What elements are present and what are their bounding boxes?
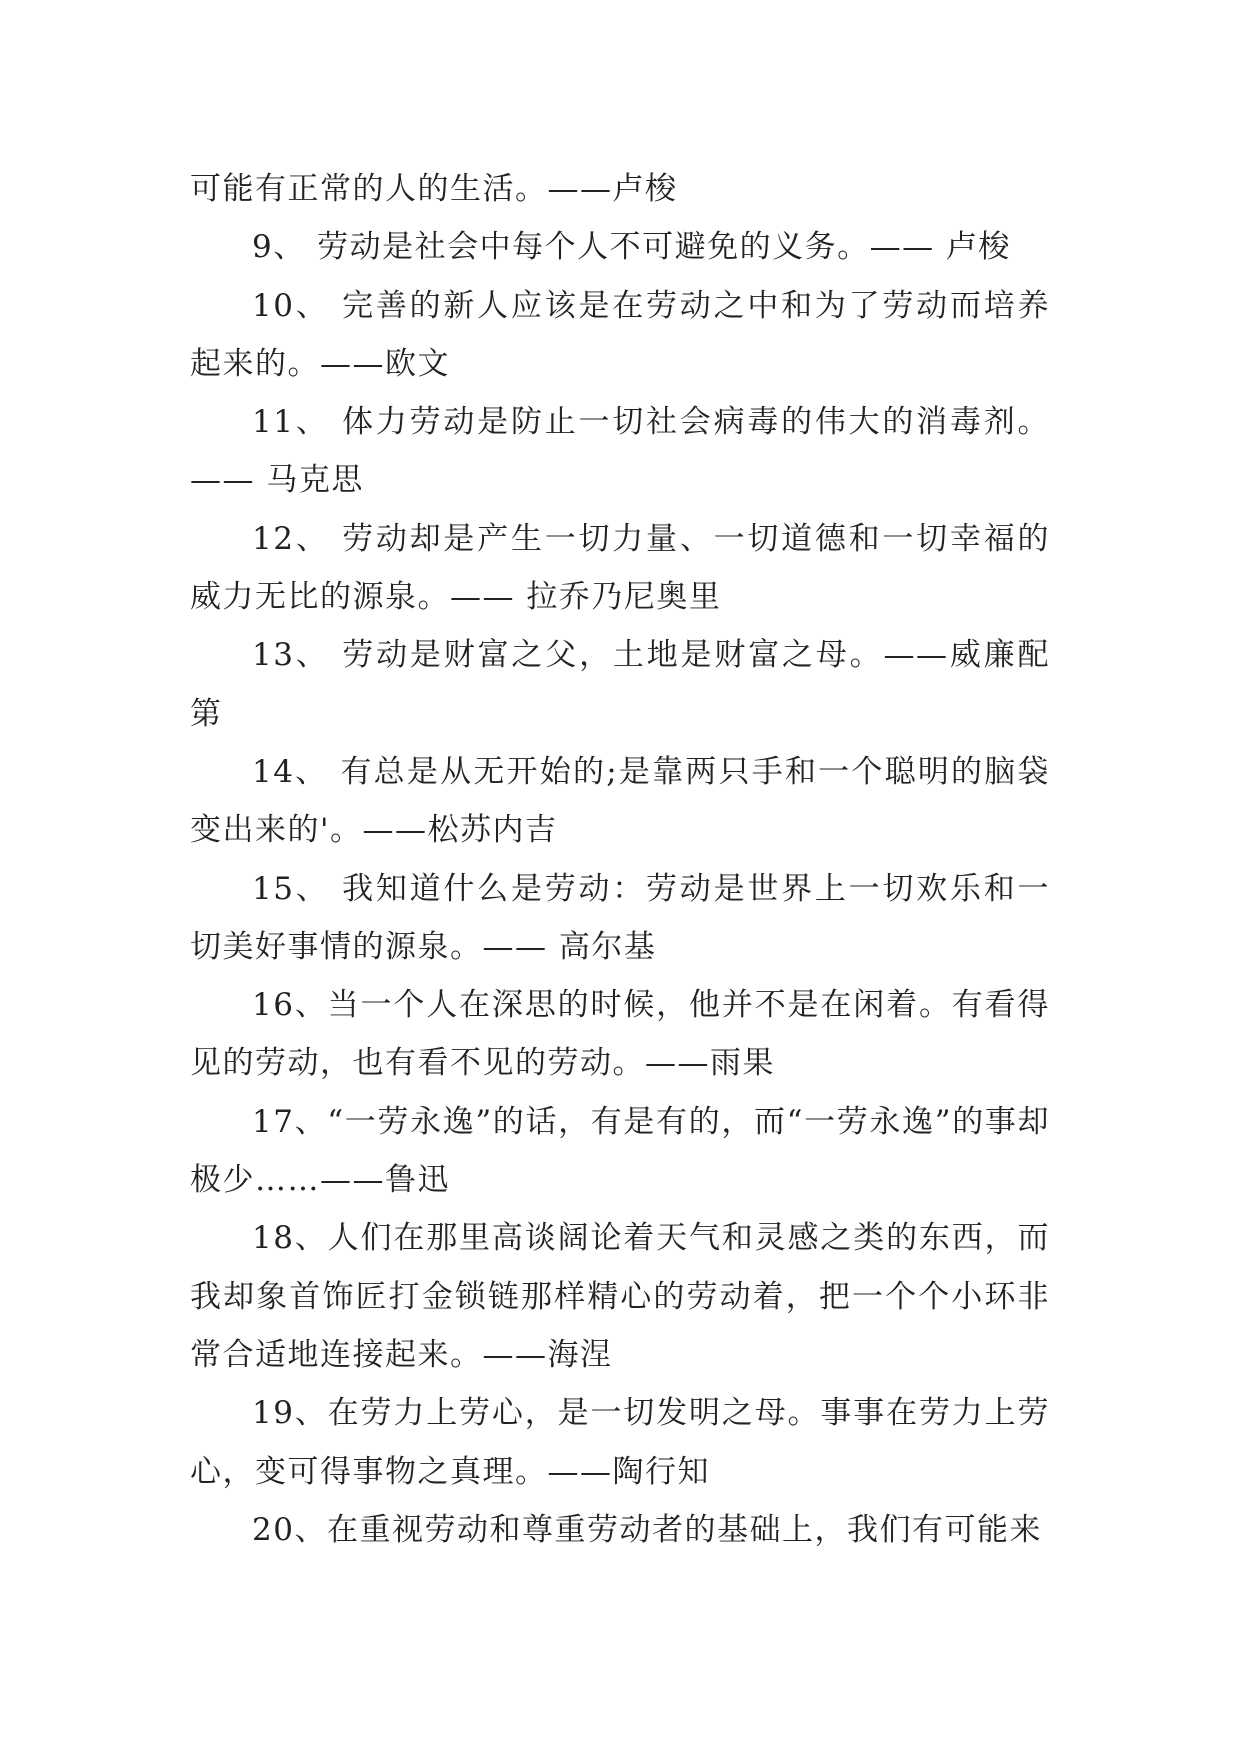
document-page xyxy=(190,160,1050,1559)
quote-item: 9、 劳动是社会中每个人不可避免的义务。—— 卢梭 xyxy=(252,229,1011,266)
quote-item: 16、当一个人在深思的时候，他并不是在闲着。有看得见的劳动，也有看不见的劳动。——雨果 xyxy=(190,987,1050,1082)
quote-item: 20、在重视劳动和尊重劳动者的基础上，我们有可能来 xyxy=(252,1511,1042,1548)
quote-item: 19、在劳力上劳心，是一切发明之母。事事在劳力上劳心，变可得事物之真理。——陶行知 xyxy=(190,1395,1050,1490)
quote-item: 18、人们在那里高谈阔论着天气和灵感之类的东西，而我却象首饰匠打金锁链那样精心的劳动着，把一个个小环非常合适地连接起来。——海涅 xyxy=(190,1220,1050,1373)
quote-item: 11、 体力劳动是防止一切社会病毒的伟大的消毒剂。—— 马克思 xyxy=(190,404,1050,499)
quote-item: 17、“一劳永逸”的话，有是有的，而“一劳永逸”的事却极少……——鲁迅 xyxy=(190,1103,1050,1199)
quote-item: 15、 我知道什么是劳动：劳动是世界上一切欢乐和一切美好事情的源泉。—— 高尔基 xyxy=(190,870,1050,965)
quote-item: 14、 有总是从无开始的;是靠两只手和一个聪明的脑袋变出来的'。——松苏内吉 xyxy=(190,753,1050,849)
paragraph: 可能有正常的人的生活。——卢梭 xyxy=(190,171,678,207)
quote-item: 12、 劳动却是产生一切力量、一切道德和一切幸福的威力无比的源泉。—— 拉乔乃尼奥里 xyxy=(190,520,1050,616)
quote-item: 13、 劳动是财富之父，土地是财富之母。——威廉配第 xyxy=(190,637,1050,732)
quote-item: 10、 完善的新人应该是在劳动之中和为了劳动而培养起来的。——欧文 xyxy=(190,287,1050,382)
